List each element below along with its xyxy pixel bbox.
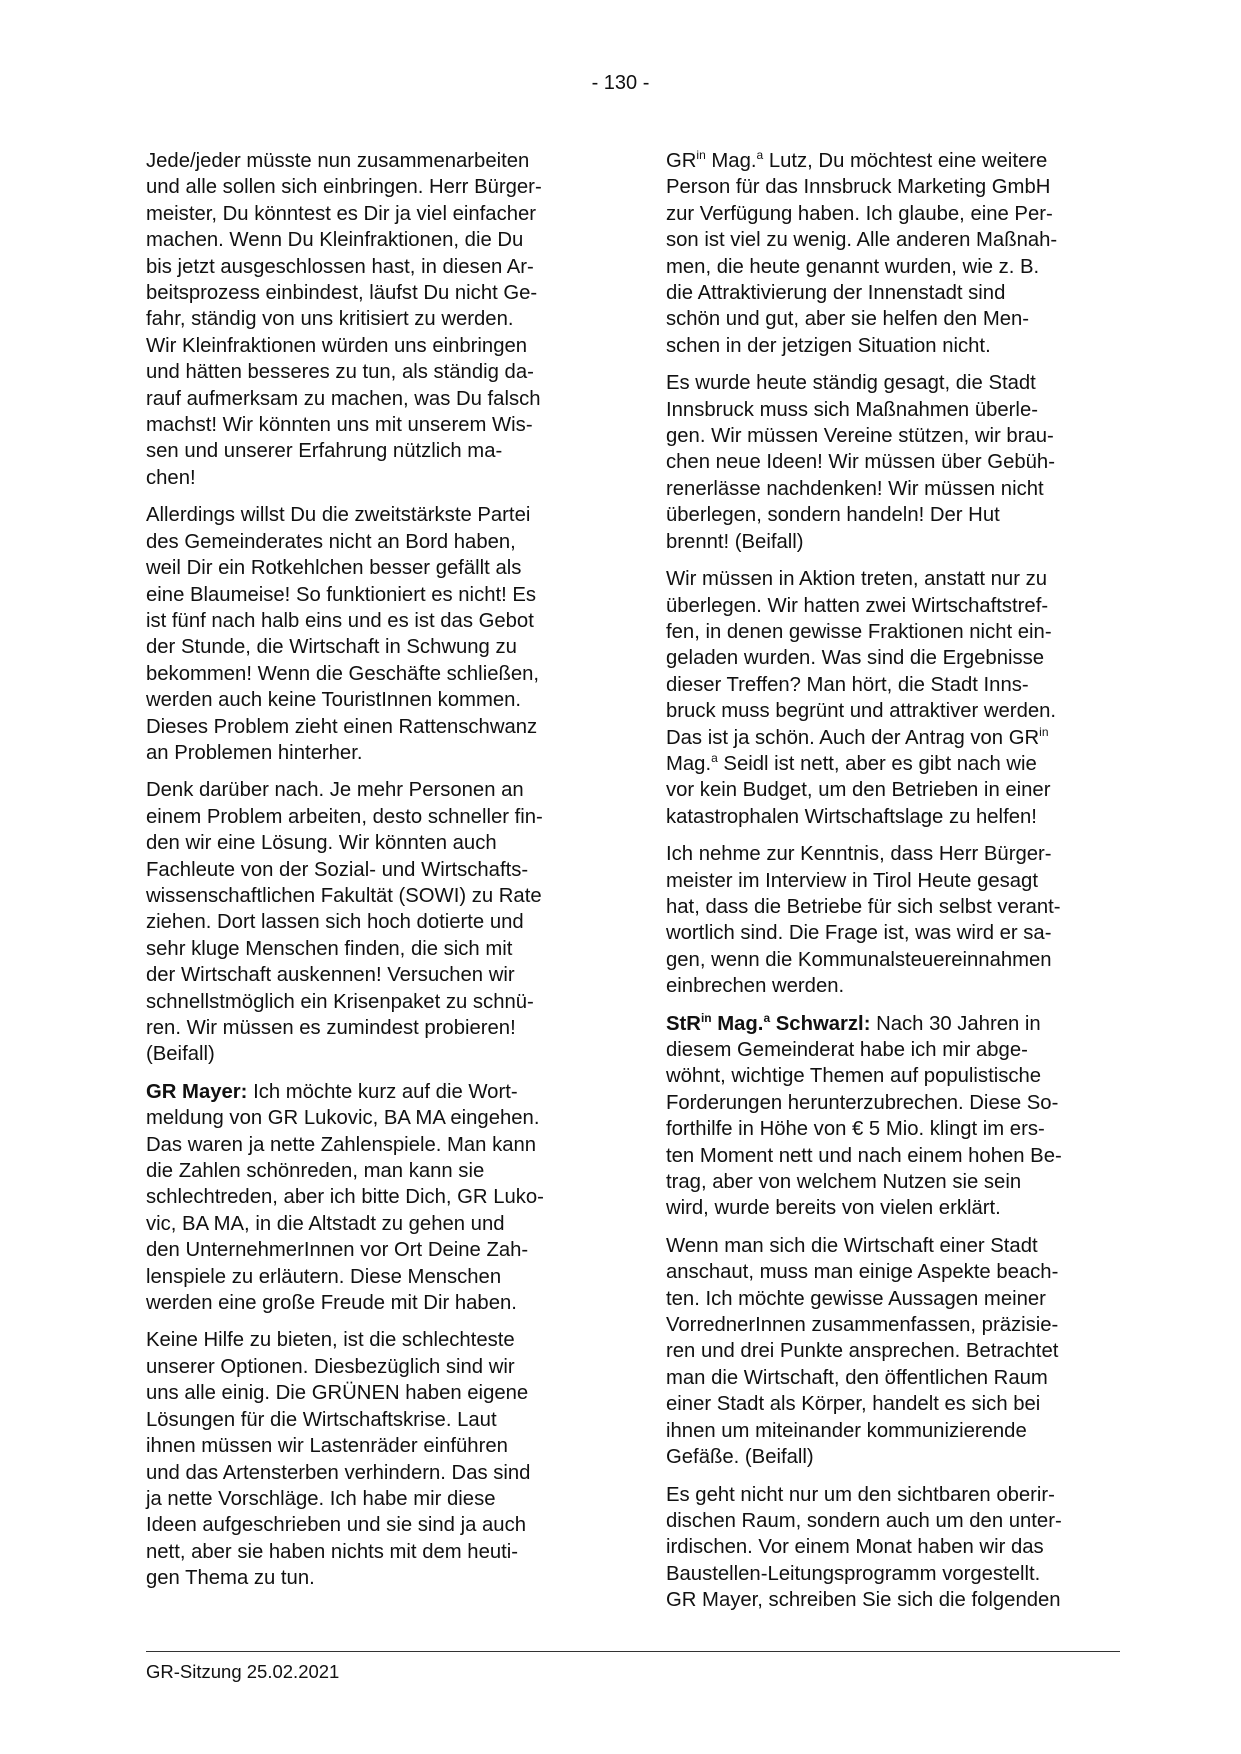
speech-text: Ich möchte kurz auf die Wort- <box>247 1080 518 1103</box>
text-line: schön und gut, aber sie helfen den Men- <box>666 308 1030 331</box>
right-paragraph-2 <box>666 370 1114 555</box>
text-line: vic, BA MA, in die Altstadt zu gehen und <box>146 1212 505 1235</box>
text-line: und das Artensterben verhindern. Das sind <box>146 1461 531 1484</box>
text-line: nett, aber sie haben nichts mit dem heuti- <box>146 1540 519 1563</box>
text-line: chen! <box>146 466 196 489</box>
text-line: dischen Raum, sondern auch um den unter- <box>666 1509 1062 1532</box>
text-line: brennt! (Beifall) <box>666 530 804 553</box>
text-line: machen. Wenn Du Kleinfraktionen, die Du <box>146 229 524 252</box>
left-paragraph-1 <box>146 148 594 491</box>
text-line: VorrednerInnen zusammenfassen, präzisie- <box>666 1314 1059 1337</box>
text-line: meldung von GR Lukovic, BA MA eingehen. <box>146 1107 540 1130</box>
text-line: Ideen aufgeschrieben und sie sind ja auch <box>146 1514 526 1537</box>
text-line: eine Blaumeise! So funktioniert es nicht! Es <box>146 583 537 606</box>
text-line: bruck muss begrünt und attraktiver werden. <box>666 700 1057 723</box>
text-line: überlegen. Wir hatten zwei Wirtschaftstref- <box>666 594 1049 617</box>
text-line: ten. Ich möchte gewisse Aussagen meiner <box>666 1287 1046 1310</box>
text-line: (Beifall) <box>146 1043 215 1066</box>
text-line: man die Wirtschaft, den öffentlichen Raum <box>666 1366 1048 1389</box>
right-paragraph-3-line-8 <box>666 751 1114 777</box>
title-mag: Mag. <box>711 1012 764 1035</box>
footer-divider <box>146 1651 1120 1652</box>
text-line: bis jetzt ausgeschlossen hast, in diesen Ar- <box>146 255 534 278</box>
text-line: ten Moment nett und nach einem hohen Be- <box>666 1144 1062 1167</box>
left-paragraph-4 <box>146 1079 594 1317</box>
text-line: sehr kluge Menschen finden, die sich mit <box>146 937 513 960</box>
text-line: und hätten besseres zu tun, als ständig da- <box>146 361 534 384</box>
text-line: ist fünf nach halb eins und es ist das Gebot <box>146 609 534 632</box>
text-line: son ist viel zu wenig. Alle anderen Maßnah- <box>666 229 1058 252</box>
text-line: chen neue Ideen! Wir müssen über Gebüh- <box>666 451 1055 474</box>
text-line: wortlich sind. Die Frage ist, was wird er sa- <box>666 922 1052 945</box>
text-line: schen in der jetzigen Situation nicht. <box>666 334 991 357</box>
text-line: Jede/jeder müsste nun zusammenarbeiten <box>146 150 530 172</box>
text-line: Forderungen herunterzubrechen. Diese So- <box>666 1091 1059 1114</box>
right-paragraph-5-first-line <box>666 1011 1114 1037</box>
text-line: irdischen. Vor einem Monat haben wir das <box>666 1536 1044 1559</box>
text-line: Fachleute von der Sozial- und Wirtschafts- <box>146 858 529 881</box>
text-line: Es wurde heute ständig gesagt, die Stadt <box>666 372 1036 395</box>
text-line: Gefäße. (Beifall) <box>666 1446 814 1469</box>
speaker-gr-mayer: GR Mayer: <box>146 1080 248 1103</box>
text-line: Wenn man sich die Wirtschaft einer Stadt <box>666 1234 1038 1257</box>
text-line: einem Problem arbeiten, desto schneller fin- <box>146 805 543 828</box>
text-line: Ich nehme zur Kenntnis, dass Herr Bürger- <box>666 843 1052 866</box>
text-line: sen und unserer Erfahrung nützlich ma- <box>146 440 503 463</box>
text-line: ren und drei Punkte ansprechen. Betrachtet <box>666 1340 1059 1363</box>
text-line: rauf aufmerksam zu machen, was Du falsch <box>146 387 541 410</box>
text-line: dieser Treffen? Man hört, die Stadt Inns- <box>666 673 1029 696</box>
right-column <box>666 148 1114 1625</box>
text-line: Baustellen-Leitungsprogramm vorgestellt. <box>666 1562 1041 1585</box>
text-line: Lösungen für die Wirtschaftskrise. Laut <box>146 1408 497 1431</box>
text-line: ziehen. Dort lassen sich hoch dotierte und <box>146 911 524 934</box>
title-str-sup: in <box>700 1010 712 1025</box>
text-line: renerlässe nachdenken! Wir müssen nicht <box>666 477 1044 500</box>
text-line: schnellstmöglich ein Krisenpaket zu schnü- <box>146 990 534 1013</box>
text-line: wird, wurde bereits von vielen erklärt. <box>666 1197 1001 1220</box>
text-line: Person für das Innsbruck Marketing GmbH <box>666 176 1051 199</box>
text-line: meister im Interview in Tirol Heute gesagt <box>666 869 1038 892</box>
right-paragraph-1 <box>666 148 1114 359</box>
text-line: Denk darüber nach. Je mehr Personen an <box>146 779 524 802</box>
right-paragraph-4 <box>666 841 1114 999</box>
left-paragraph-4-first-line <box>146 1079 594 1105</box>
text-line: schlechtreden, aber ich bitte Dich, GR Luko- <box>146 1186 544 1209</box>
text-line: fen, in denen gewisse Fraktionen nicht ein- <box>666 620 1052 643</box>
text-line: katastrophalen Wirtschaftslage zu helfen! <box>666 805 1037 828</box>
title-mag-sup: a <box>763 1010 771 1025</box>
text-line: der Stunde, die Wirtschaft in Schwung zu <box>146 636 517 659</box>
text-line: Es geht nicht nur um den sichtbaren oberir- <box>666 1483 1055 1506</box>
left-column <box>146 148 594 1603</box>
text-line: beitsprozess einbindest, läufst Du nicht Ge- <box>146 282 538 305</box>
text-line: uns alle einig. Die GRÜNEN haben eigene <box>146 1382 529 1405</box>
text-line: Wir müssen in Aktion treten, anstatt nur zu <box>666 568 1048 591</box>
text-line: men, die heute genannt wurden, wie z. B. <box>666 255 1040 278</box>
text-line: den UnternehmerInnen vor Ort Deine Zah- <box>146 1239 529 1262</box>
text-line: der Wirtschaft auskennen! Versuchen wir <box>146 964 515 987</box>
title-mag-sup: a <box>711 750 718 765</box>
text-line: Wir Kleinfraktionen würden uns einbringen <box>146 334 528 357</box>
text-line: einbrechen werden. <box>666 975 845 998</box>
right-paragraph-5 <box>666 1011 1114 1222</box>
speech-text: Nach 30 Jahren in <box>870 1012 1041 1035</box>
text-line: ihnen um miteinander kommunizierende <box>666 1419 1027 1442</box>
text-line: geladen wurden. Was sind die Ergebnisse <box>666 647 1045 670</box>
text-line: bekommen! Wenn die Geschäfte schließen, <box>146 662 540 685</box>
text-line: vor kein Budget, um den Betrieben in einer <box>666 779 1051 802</box>
speaker-name: Schwarzl: <box>770 1012 871 1035</box>
text-line: Allerdings willst Du die zweitstärkste Partei <box>146 504 531 527</box>
page-number: - 130 - <box>591 72 650 94</box>
text-line: Innsbruck muss sich Maßnahmen überle- <box>666 398 1038 421</box>
left-paragraph-3 <box>146 777 594 1067</box>
text-line: an Problemen hinterher. <box>146 741 363 764</box>
speech-text: Das ist ja schön. Auch der Antrag von GR <box>666 726 1040 749</box>
speaker-str-schwarzl <box>666 1010 871 1035</box>
text-line: zur Verfügung haben. Ich glaube, eine Per- <box>666 202 1053 225</box>
text-line: werden auch keine TouristInnen kommen. <box>146 689 522 712</box>
text-line: anschaut, muss man einige Aspekte beach- <box>666 1261 1059 1284</box>
text-line: und alle sollen sich einbringen. Herr Bürger- <box>146 176 542 199</box>
title-gr-sup: in <box>1039 724 1049 739</box>
text-line: des Gemeinderates nicht an Bord haben, <box>146 530 516 553</box>
text-line: trag, aber von welchem Nutzen sie sein <box>666 1171 1022 1194</box>
text-line: die Attraktivierung der Innenstadt sind <box>666 282 1006 305</box>
title-mag: Mag. <box>705 150 757 172</box>
text-line: wissenschaftlichen Fakultät (SOWI) zu Rate <box>146 884 542 907</box>
right-paragraph-3-line-7 <box>666 725 1114 751</box>
text-line: ren. Wir müssen es zumindest probieren! <box>146 1017 516 1039</box>
text-line: wöhnt, wichtige Themen auf populistische <box>666 1065 1042 1088</box>
title-gr: GR <box>666 150 697 172</box>
right-paragraph-3-lines-a <box>666 566 1114 724</box>
left-paragraph-2 <box>146 502 594 766</box>
text-line: ja nette Vorschläge. Ich habe mir diese <box>146 1487 496 1510</box>
text-line: diesem Gemeinderat habe ich mir abge- <box>666 1039 1028 1061</box>
text-line: ihnen müssen wir Lastenräder einführen <box>146 1435 508 1458</box>
speech-text: Seidl ist nett, aber es gibt nach wie <box>717 752 1037 775</box>
right-paragraph-3-lines-b <box>666 777 1114 830</box>
title-mag-sup: a <box>756 148 764 162</box>
text-line: Das waren ja nette Zahlenspiele. Man kann <box>146 1133 537 1156</box>
right-paragraph-1-first-line <box>666 148 1114 174</box>
text-line: machst! Wir könnten uns mit unserem Wis- <box>146 414 533 437</box>
title-mag: Mag. <box>666 752 712 775</box>
right-paragraph-3 <box>666 566 1114 830</box>
text-line: gen, wenn die Kommunalsteuereinnahmen <box>666 948 1052 971</box>
title-str: StR <box>666 1012 701 1035</box>
text-line: weil Dir ein Rotkehlchen besser gefällt als <box>146 557 522 580</box>
right-paragraph-7 <box>666 1482 1114 1614</box>
right-paragraph-6 <box>666 1233 1114 1471</box>
speech-text: Lutz, Du möchtest eine weitere <box>763 150 1048 172</box>
text-line: Keine Hilfe zu bieten, ist die schlechteste <box>146 1329 515 1352</box>
text-line: den wir eine Lösung. Wir könnten auch <box>146 832 497 855</box>
text-line: die Zahlen schönreden, man kann sie <box>146 1160 485 1183</box>
text-line: GR Mayer, schreiben Sie sich die folgenden <box>666 1589 1061 1612</box>
text-line: meister, Du könntest es Dir ja viel einfacher <box>146 202 537 225</box>
text-line: lenspiele zu erläutern. Diese Menschen <box>146 1265 502 1288</box>
text-line: einer Stadt als Körper, handelt es sich bei <box>666 1393 1041 1416</box>
text-line: gen. Wir müssen Vereine stützen, wir brau- <box>666 425 1054 448</box>
text-line: fahr, ständig von uns kritisiert zu werden. <box>146 308 514 331</box>
text-line: hat, dass die Betriebe für sich selbst verant- <box>666 895 1061 918</box>
title-gr-sup: in <box>696 148 706 162</box>
text-line: werden eine große Freude mit Dir haben. <box>146 1292 517 1315</box>
text-line: Dieses Problem zieht einen Rattenschwanz <box>146 715 538 738</box>
text-line: überlegen, sondern handeln! Der Hut <box>666 504 1000 527</box>
text-line: unserer Optionen. Diesbezüglich sind wir <box>146 1355 515 1378</box>
text-line: gen Thema zu tun. <box>146 1567 315 1590</box>
left-paragraph-5 <box>146 1327 594 1591</box>
footer-session-date: GR-Sitzung 25.02.2021 <box>146 1661 340 1682</box>
text-line: forthilfe in Höhe von € 5 Mio. klingt im ers- <box>666 1118 1045 1141</box>
